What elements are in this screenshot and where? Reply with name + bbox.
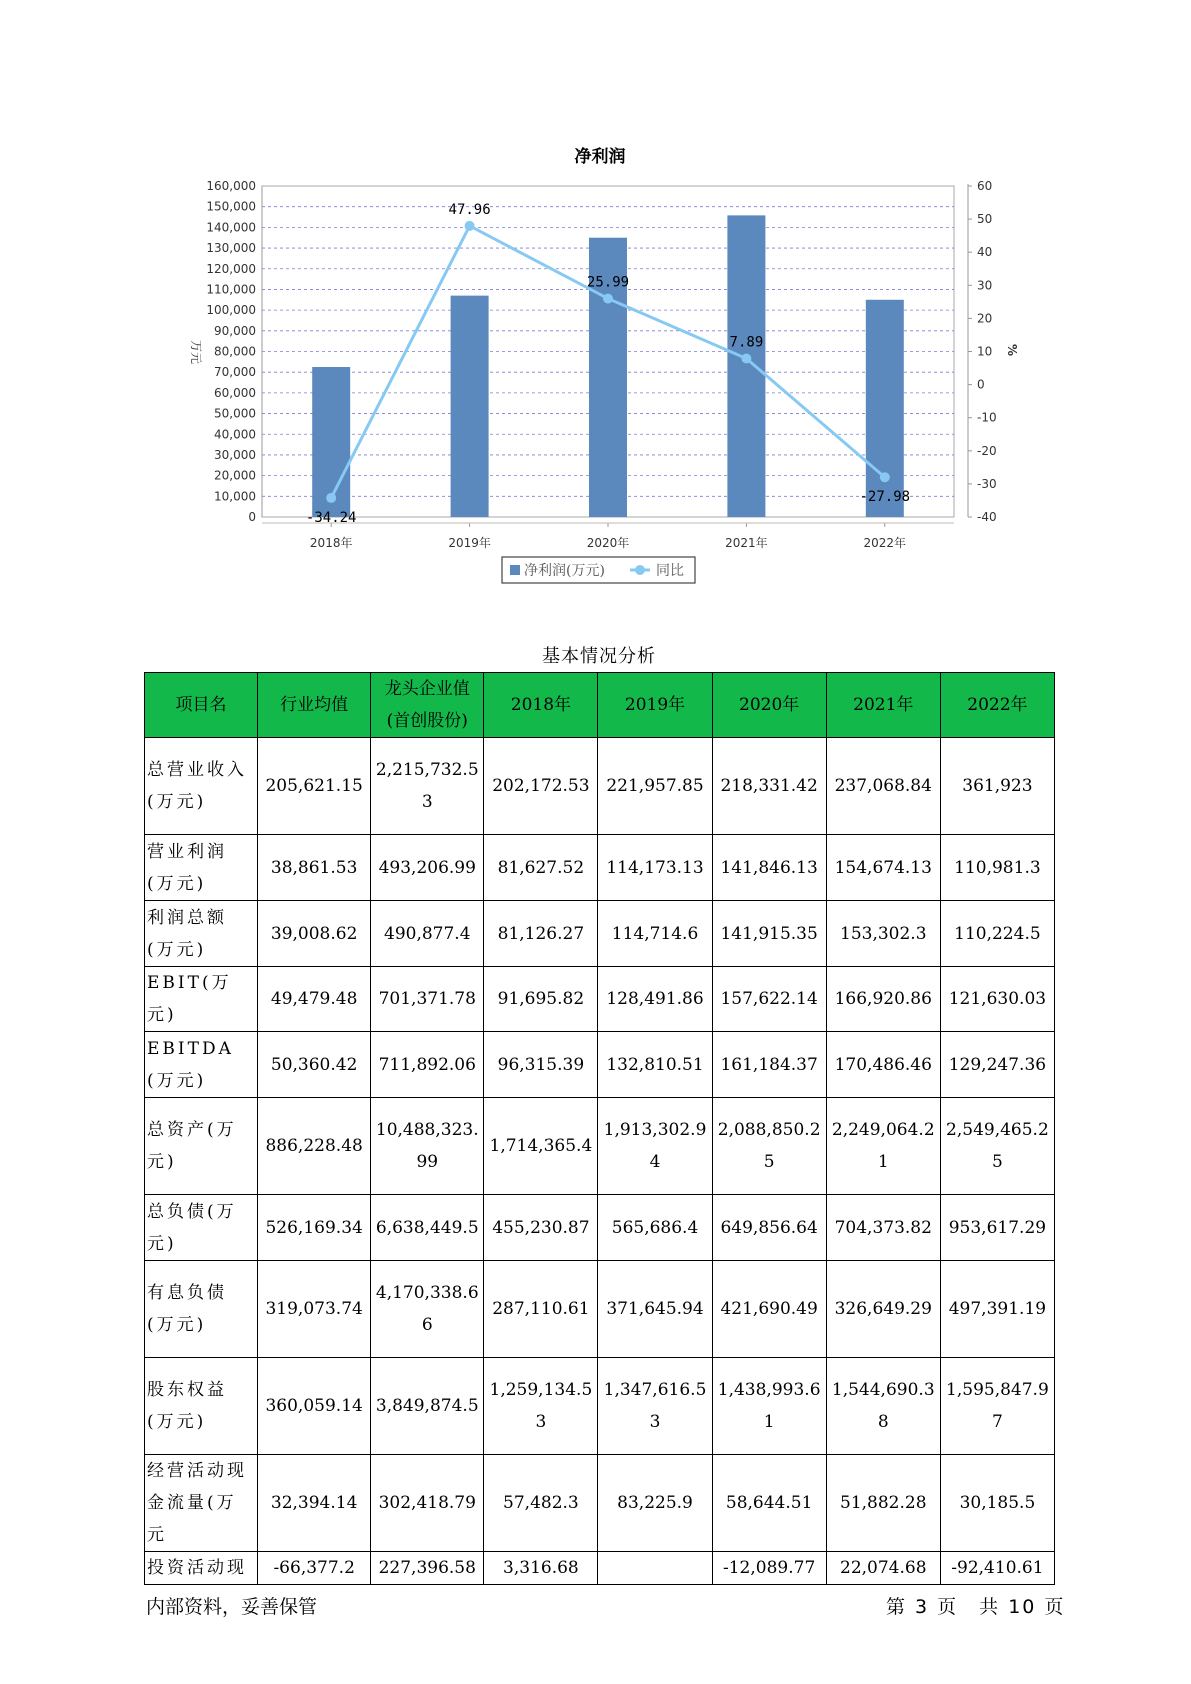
table-cell: 493,206.99 (371, 835, 484, 901)
table-cell: 157,622.14 (712, 967, 826, 1032)
y-right-tick-label: 50 (977, 212, 993, 227)
y-right-tick-label: 30 (977, 278, 993, 293)
table-cell: 114,714.6 (598, 901, 712, 967)
table-header-cell: 2019年 (598, 673, 712, 738)
table-cell: 128,491.86 (598, 967, 712, 1032)
table-cell: 319,073.74 (258, 1261, 371, 1358)
table-cell: 227,396.58 (371, 1552, 484, 1585)
table-header-cell: 2022年 (940, 673, 1054, 738)
net-profit-chart (0, 0, 1191, 600)
table-header-cell: 龙头企业值(首创股份) (371, 673, 484, 738)
table-cell: 490,877.4 (371, 901, 484, 967)
table-cell: 565,686.4 (598, 1195, 712, 1261)
bar-net-profit (451, 296, 489, 517)
table-cell: 526,169.34 (258, 1195, 371, 1261)
table-cell: 22,074.68 (826, 1552, 940, 1585)
table-cell: 205,621.15 (258, 738, 371, 835)
table-cell: 141,846.13 (712, 835, 826, 901)
table-row (145, 1032, 1055, 1098)
table-cell: 83,225.9 (598, 1455, 712, 1552)
table-header-cell: 2018年 (484, 673, 598, 738)
table-cell: 6,638,449.5 (371, 1195, 484, 1261)
table-cell: 287,110.61 (484, 1261, 598, 1358)
data-label-yoy: 47.96 (448, 201, 491, 218)
table-cell (598, 1552, 712, 1585)
table-cell: 57,482.3 (484, 1455, 598, 1552)
row-label: 利润总额(万元) (145, 901, 258, 967)
table-cell: 110,981.3 (940, 835, 1054, 901)
footer-page-number: 第 3 页 共 10 页 (886, 1596, 1066, 1618)
table-cell: 166,920.86 (826, 967, 940, 1032)
table-row (145, 1098, 1055, 1195)
table-cell: 129,247.36 (940, 1032, 1054, 1098)
table-cell: 2,215,732.53 (371, 738, 484, 835)
y-left-tick-label: 10,000 (214, 489, 256, 504)
table-cell: 1,438,993.61 (712, 1358, 826, 1455)
table-cell: 49,479.48 (258, 967, 371, 1032)
legend-swatch-bar (510, 565, 520, 575)
y-left-tick-label: 140,000 (206, 220, 256, 235)
table-cell: 58,644.51 (712, 1455, 826, 1552)
bar-net-profit (866, 300, 904, 517)
y-left-tick-label: 160,000 (206, 179, 256, 193)
table-cell: 4,170,338.66 (371, 1261, 484, 1358)
y-left-tick-label: 80,000 (214, 344, 256, 359)
data-label-yoy: -34.24 (305, 509, 357, 526)
row-label: 有息负债(万元) (145, 1261, 258, 1358)
point-yoy (741, 353, 751, 363)
table-row (145, 835, 1055, 901)
data-label-yoy: -27.98 (859, 489, 911, 506)
table-header-row (145, 673, 1055, 738)
data-label-yoy: 25.99 (586, 274, 630, 291)
table-cell: 455,230.87 (484, 1195, 598, 1261)
y-right-tick-label: 40 (977, 245, 993, 260)
table-cell: 218,331.42 (712, 738, 826, 835)
table-row (145, 1455, 1055, 1552)
table-cell: 32,394.14 (258, 1455, 371, 1552)
y-right-tick-label: 60 (977, 179, 993, 193)
y-left-tick-label: 0 (248, 510, 256, 524)
row-label: 营业利润(万元) (145, 835, 258, 901)
y-left-tick-label: 40,000 (214, 427, 256, 442)
y-left-tick-label: 50,000 (214, 406, 256, 421)
table-cell: 154,674.13 (826, 835, 940, 901)
table-cell: 50,360.42 (258, 1032, 371, 1098)
table-cell: 81,627.52 (484, 835, 598, 901)
point-yoy (465, 221, 475, 231)
table-cell: 3,849,874.5 (371, 1358, 484, 1455)
x-tick-label: 2018年 (309, 536, 353, 550)
y-left-tick-label: 150,000 (206, 199, 256, 214)
table-header-cell: 2021年 (826, 673, 940, 738)
basic-analysis-table (144, 672, 1055, 1585)
table-row (145, 1552, 1055, 1585)
legend-swatch-marker (635, 565, 645, 575)
y-left-tick-label: 120,000 (206, 261, 256, 276)
table-cell: 1,544,690.38 (826, 1358, 940, 1455)
row-label: 股东权益(万元) (145, 1358, 258, 1455)
table-cell: 326,649.29 (826, 1261, 940, 1358)
table-cell: 141,915.35 (712, 901, 826, 967)
table-cell: 153,302.3 (826, 901, 940, 967)
legend-label-bar: 净利润(万元) (524, 563, 605, 579)
row-label: 总负债(万元) (145, 1195, 258, 1261)
y-left-tick-label: 110,000 (206, 282, 256, 297)
y-left-tick-label: 30,000 (214, 447, 256, 462)
table-row (145, 1261, 1055, 1358)
table-cell: 361,923 (940, 738, 1054, 835)
table-cell: 302,418.79 (371, 1455, 484, 1552)
table-cell: 91,695.82 (484, 967, 598, 1032)
x-tick-label: 2021年 (725, 536, 768, 550)
footer-confidential-note: 内部资料，妥善保管 (146, 1596, 318, 1618)
point-yoy (880, 472, 890, 482)
table-cell: 81,126.27 (484, 901, 598, 967)
table-cell: 371,645.94 (598, 1261, 712, 1358)
y-right-tick-label: -40 (977, 510, 997, 524)
table-cell: 701,371.78 (371, 967, 484, 1032)
table-row (145, 901, 1055, 967)
table-cell: 3,316.68 (484, 1552, 598, 1585)
table-row (145, 1358, 1055, 1455)
table-cell: 711,892.06 (371, 1032, 484, 1098)
table-cell: -66,377.2 (258, 1552, 371, 1585)
table-cell: 51,882.28 (826, 1455, 940, 1552)
table-cell: 38,861.53 (258, 835, 371, 901)
table-row (145, 1195, 1055, 1261)
table-row (145, 738, 1055, 835)
bar-net-profit (727, 215, 765, 517)
table-cell: -92,410.61 (940, 1552, 1054, 1585)
y-left-tick-label: 20,000 (214, 468, 256, 483)
table-caption: 基本情况分析 (542, 646, 656, 667)
table-cell: 121,630.03 (940, 967, 1054, 1032)
y-left-tick-label: 60,000 (214, 385, 256, 400)
table-cell: 1,259,134.53 (484, 1358, 598, 1455)
table-cell: 421,690.49 (712, 1261, 826, 1358)
table-cell: 1,714,365.4 (484, 1098, 598, 1195)
table-cell: 161,184.37 (712, 1032, 826, 1098)
table-cell: 1,913,302.94 (598, 1098, 712, 1195)
y-left-tick-label: 130,000 (206, 241, 256, 256)
table-cell: -12,089.77 (712, 1552, 826, 1585)
table-cell: 114,173.13 (598, 835, 712, 901)
table-cell: 237,068.84 (826, 738, 940, 835)
table-cell: 170,486.46 (826, 1032, 940, 1098)
table-cell: 2,088,850.25 (712, 1098, 826, 1195)
legend-label-line: 同比 (656, 563, 684, 579)
table-cell: 132,810.51 (598, 1032, 712, 1098)
row-label: EBITDA(万元) (145, 1032, 258, 1098)
table-row (145, 967, 1055, 1032)
table-cell: 953,617.29 (940, 1195, 1054, 1261)
row-label: 经营活动现金流量(万元 (145, 1455, 258, 1552)
y-left-axis-title: 万元 (189, 339, 203, 365)
point-yoy (603, 294, 613, 304)
row-label: 投资活动现 (145, 1552, 258, 1585)
table-cell: 221,957.85 (598, 738, 712, 835)
table-cell: 360,059.14 (258, 1358, 371, 1455)
table-cell: 110,224.5 (940, 901, 1054, 967)
y-right-tick-label: -10 (977, 410, 997, 425)
y-right-axis-title: % (1005, 343, 1019, 357)
y-right-tick-label: 0 (977, 377, 985, 392)
table-cell: 202,172.53 (484, 738, 598, 835)
y-right-tick-label: 20 (977, 311, 993, 326)
table-cell: 704,373.82 (826, 1195, 940, 1261)
chart-svg (0, 0, 1191, 600)
table-header-cell: 2020年 (712, 673, 826, 738)
point-yoy (326, 493, 336, 503)
y-right-tick-label: -30 (977, 476, 997, 491)
table-cell: 39,008.62 (258, 901, 371, 967)
y-left-tick-label: 90,000 (214, 323, 256, 338)
table-cell: 497,391.19 (940, 1261, 1054, 1358)
row-label: EBIT(万元) (145, 967, 258, 1032)
table-cell: 2,249,064.21 (826, 1098, 940, 1195)
y-left-tick-label: 100,000 (206, 303, 256, 318)
table-cell: 30,185.5 (940, 1455, 1054, 1552)
table-cell: 10,488,323.99 (371, 1098, 484, 1195)
table-cell: 886,228.48 (258, 1098, 371, 1195)
table-cell: 649,856.64 (712, 1195, 826, 1261)
x-tick-label: 2022年 (863, 536, 907, 550)
row-label: 总营业收入(万元) (145, 738, 258, 835)
table-cell: 1,595,847.97 (940, 1358, 1054, 1455)
row-label: 总资产(万元) (145, 1098, 258, 1195)
y-right-tick-label: -20 (977, 443, 997, 458)
table-cell: 2,549,465.25 (940, 1098, 1054, 1195)
table-header-cell: 行业均值 (258, 673, 371, 738)
chart-title: 净利润 (574, 147, 626, 167)
y-right-tick-label: 10 (977, 344, 993, 359)
y-left-tick-label: 70,000 (214, 365, 256, 380)
table-header-cell: 项目名 (145, 673, 258, 738)
data-label-yoy: 7.89 (729, 334, 764, 351)
table-cell: 96,315.39 (484, 1032, 598, 1098)
x-tick-label: 2019年 (448, 536, 491, 550)
table-cell: 1,347,616.53 (598, 1358, 712, 1455)
x-tick-label: 2020年 (586, 536, 630, 550)
